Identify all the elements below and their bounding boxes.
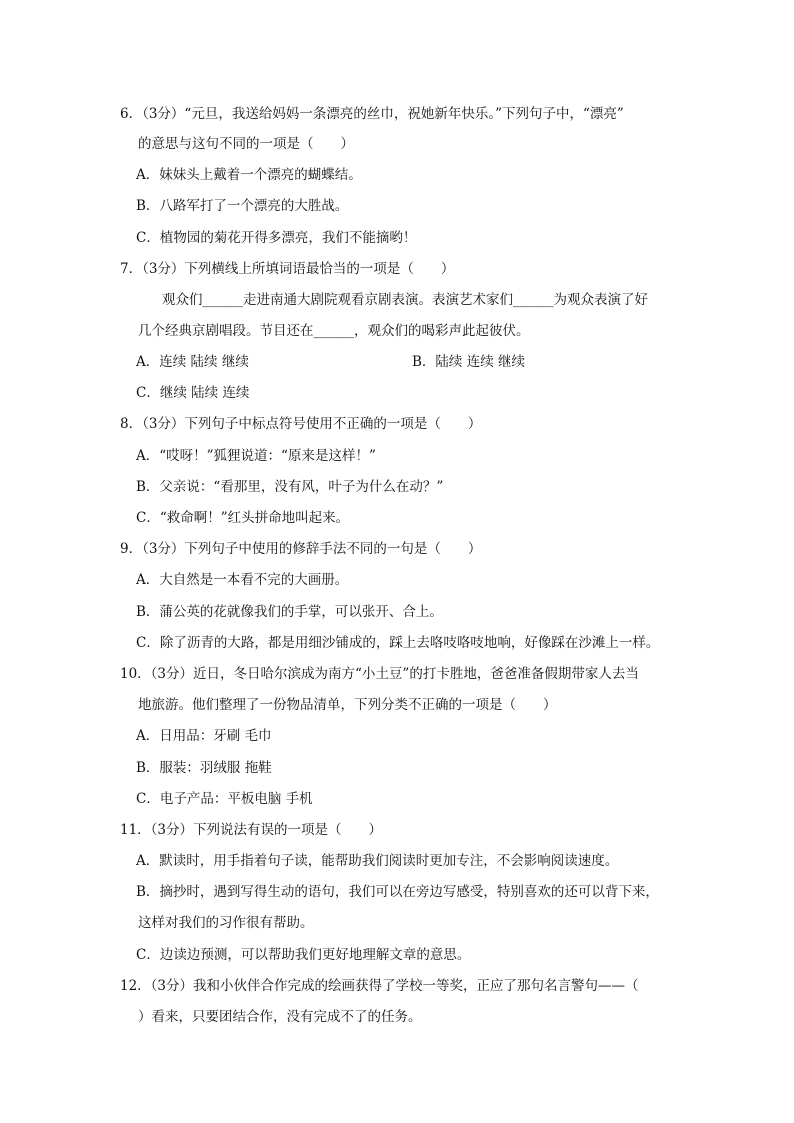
question-9-stem: 9．（3分）下列句子中使用的修辞手法不同的一句是（ ） xyxy=(120,541,482,557)
question-10-stem-cont: 地旅游。他们整理了一份物品清单，下列分类不正确的一项是（ ） xyxy=(138,697,557,713)
question-6-option-c: C．植物园的菊花开得多漂亮，我们不能摘哟！ xyxy=(136,230,417,246)
question-8-option-b: B．父亲说：“看那里，没有风，叶子为什么在动？” xyxy=(136,479,444,495)
question-6-stem-cont: 的意思与这句不同的一项是（ ） xyxy=(138,136,354,152)
question-8-option-c: C．“救命啊！”红头拼命地叫起来。 xyxy=(136,510,350,526)
question-8-stem: 8．（3分）下列句子中标点符号使用不正确的一项是（ ） xyxy=(120,416,482,432)
question-9-option-b: B．蒲公英的花就像我们的手掌，可以张开、合上。 xyxy=(136,604,443,620)
question-11-option-a: A．默读时，用手指着句子读，能帮助我们阅读时更加专注，不会影响阅读速度。 xyxy=(136,853,619,869)
question-10-option-c: C．电子产品：平板电脑 手机 xyxy=(136,791,313,807)
question-12-stem: 12．（3分）我和小伙伴合作完成的绘画获得了学校一等奖，正应了那句名言警句——（ xyxy=(120,978,639,994)
question-8-option-a: A．“哎呀！”狐狸说道：“原来是这样！” xyxy=(136,448,376,464)
question-11-option-b: B．摘抄时，遇到写得生动的语句，我们可以在旁边写感受，特别喜欢的还可以背下来， xyxy=(136,884,659,900)
question-9-option-c: C．除了沥青的大路，都是用细沙铺成的，踩上去咯吱咯吱地响，好像踩在沙滩上一样。 xyxy=(136,635,660,651)
question-6-stem: 6．（3分）“元旦，我送给妈妈一条漂亮的丝巾，祝她新年快乐。”下列句子中，“漂亮” xyxy=(120,106,624,122)
question-6-option-b: B．八路军打了一个漂亮的大胜战。 xyxy=(136,198,349,214)
question-7-option-c: C．继续 陆续 连续 xyxy=(136,385,250,401)
question-12-stem-cont: ）看来，只要团结合作，没有完成不了的任务。 xyxy=(138,1009,422,1025)
question-10-stem: 10．（3分）近日，冬日哈尔滨成为南方“小土豆”的打卡胜地，爸爸准备假期带家人去当 xyxy=(120,666,639,682)
question-7-option-a: A．连续 陆续 继续 xyxy=(136,354,249,370)
question-7-option-b: B．陆续 连续 继续 xyxy=(412,354,526,370)
question-10-option-b: B．服装：羽绒服 拖鞋 xyxy=(136,760,272,776)
question-7-stem: 7．（3分）下列横线上所填词语最恰当的一项是（ ） xyxy=(120,261,455,277)
question-9-option-a: A．大自然是一本看不完的大画册。 xyxy=(136,572,349,588)
question-7-passage-line-1: 观众们______走进南通大剧院观看京剧表演。表演艺术家们______为观众表演了好 xyxy=(162,292,648,308)
question-11-option-c: C．边读边预测，可以帮助我们更好地理解文章的意思。 xyxy=(136,947,471,963)
question-10-option-a: A．日用品：牙刷 毛巾 xyxy=(136,728,272,744)
question-11-stem: 11．（3分）下列说法有误的一项是（ ） xyxy=(120,822,383,838)
question-6-option-a: A．妹妹头上戴着一个漂亮的蝴蝶结。 xyxy=(136,167,362,183)
question-7-passage-line-2: 几个经典京剧唱段。节目还在______，观众们的喝彩声此起彼伏。 xyxy=(138,323,530,339)
question-11-option-b-cont: 这样对我们的习作很有帮助。 xyxy=(138,915,314,931)
